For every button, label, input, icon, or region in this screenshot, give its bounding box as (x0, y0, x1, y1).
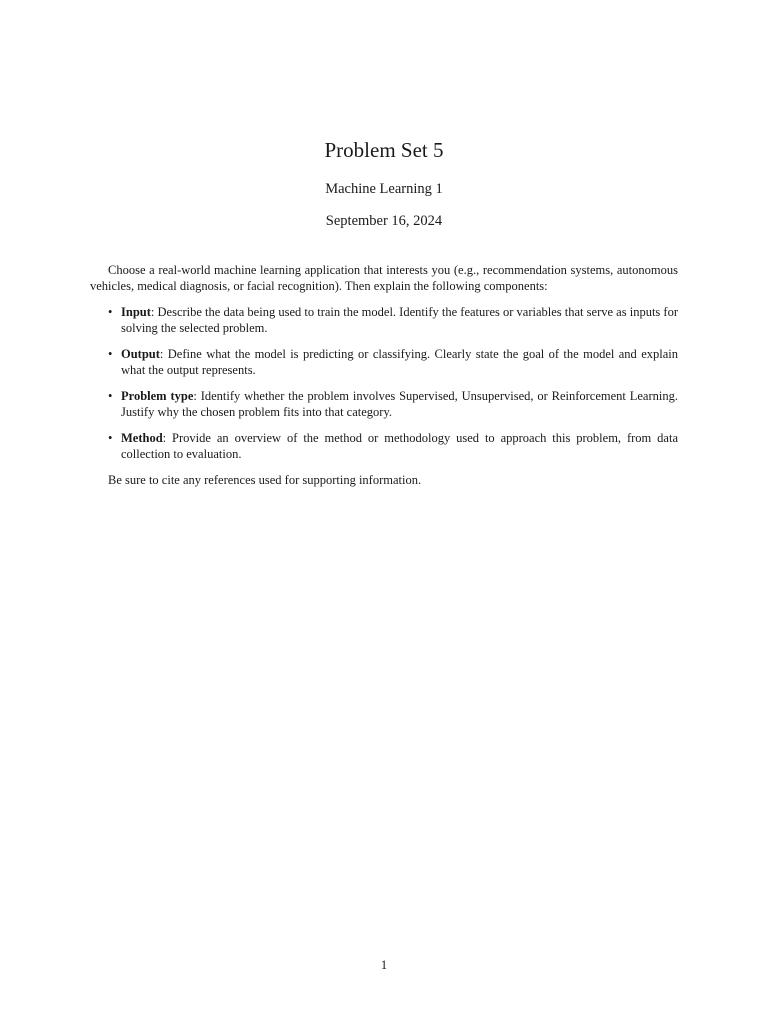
page-number: 1 (380, 958, 388, 972)
item-term: Output (121, 347, 160, 361)
intro-paragraph: Choose a real-world machine learning application that interests you (e.g., recommendation systems, autonomous vehicles, medical diagnosis, or facial recognition). Then explain the following components: (90, 263, 678, 293)
list-item-problem-type (90, 388, 678, 420)
list-item-input (90, 304, 678, 336)
list-item-output (90, 346, 678, 378)
bullet-icon: • (108, 305, 113, 319)
bullet-icon: • (108, 431, 113, 445)
item-term: Method (121, 431, 163, 445)
document-date: September 16, 2024 (325, 213, 443, 229)
document-body (90, 262, 678, 488)
item-term: Problem type (121, 389, 194, 403)
item-text: : Describe the data being used to train the model. Identify the features or variables that serve as inputs for solving the selected problem. (121, 305, 678, 335)
component-list (90, 304, 678, 462)
item-text: : Identify whether the problem involves Supervised, Unsupervised, or Reinforcement Learning. Justify why the chosen problem fits into that category. (121, 389, 678, 419)
bullet-icon: • (108, 389, 113, 403)
item-text: : Define what the model is predicting or classifying. Clearly state the goal of the model and explain what the output represents. (121, 347, 678, 377)
closing-paragraph: Be sure to cite any references used for supporting information. (108, 473, 422, 487)
bullet-icon: • (108, 347, 113, 361)
item-text: : Provide an overview of the method or methodology used to approach this problem, from data collection to evaluation. (121, 431, 678, 461)
document-title: Problem Set 5 (324, 138, 444, 162)
item-term: Input (121, 305, 151, 319)
course-name: Machine Learning 1 (325, 181, 443, 197)
list-item-method (90, 430, 678, 462)
